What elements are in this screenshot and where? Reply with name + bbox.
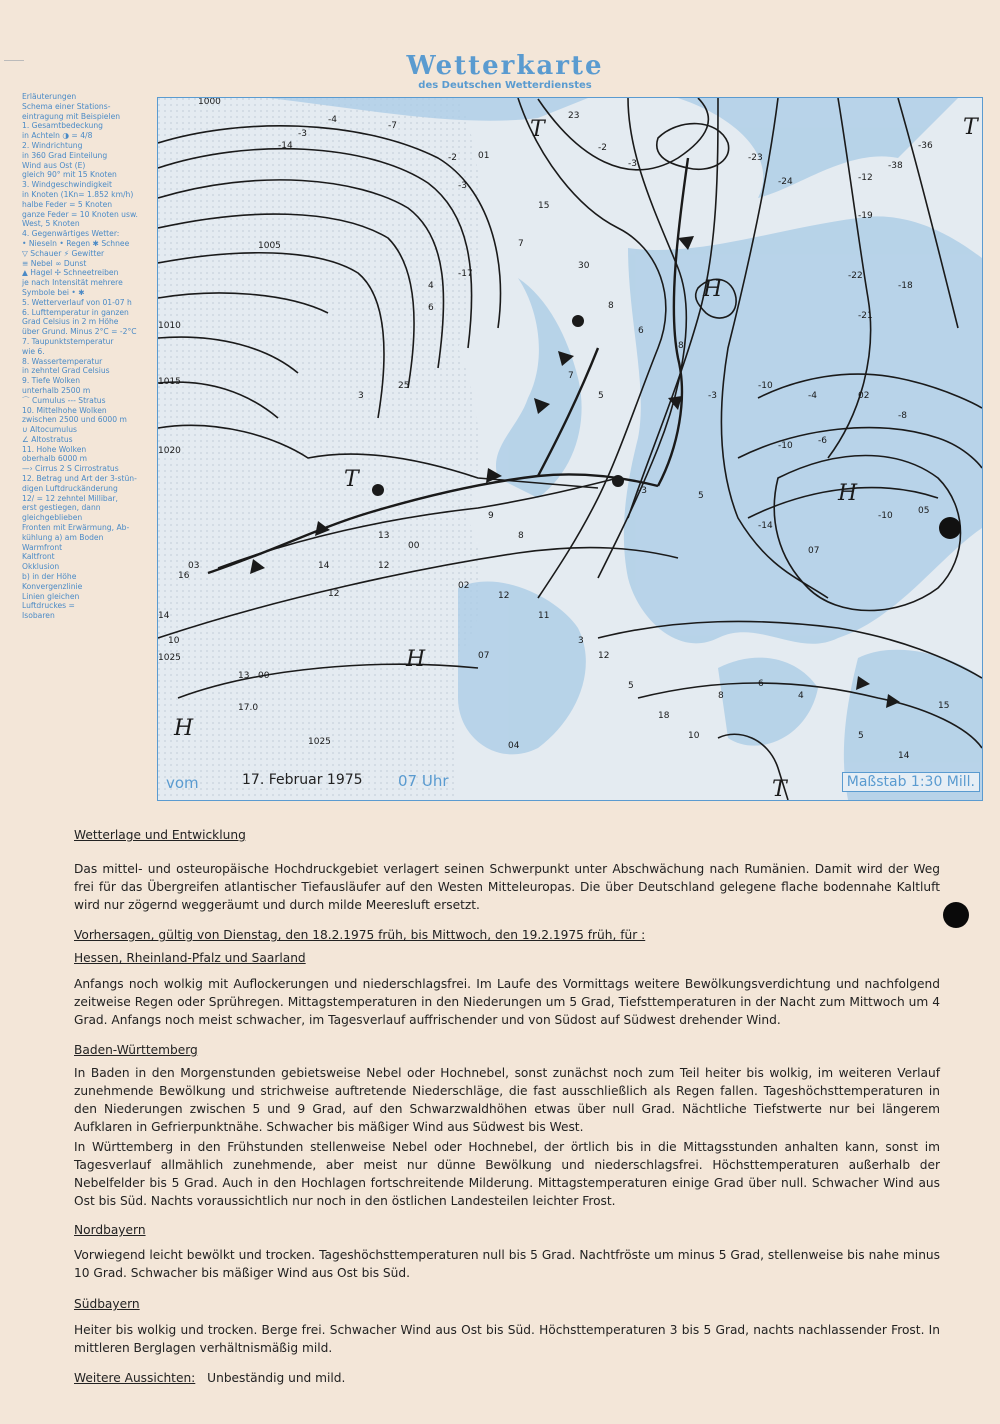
svg-text:-36: -36 <box>918 141 933 151</box>
low-label: T <box>963 115 978 140</box>
legend-line: 8. Wassertemperatur <box>22 356 103 366</box>
svg-text:15: 15 <box>538 201 550 211</box>
punch-hole <box>943 902 969 928</box>
legend-line: —› Cirrus 2 S Cirrostratus <box>22 464 119 474</box>
svg-text:-4: -4 <box>328 115 337 125</box>
svg-text:8: 8 <box>518 531 524 541</box>
svg-text:-4: -4 <box>808 391 817 401</box>
legend-line: 5. Wetterverlauf von 01-07 h <box>22 297 132 307</box>
svg-text:00: 00 <box>258 671 270 681</box>
legend-line: b) in der Höhe <box>22 572 77 582</box>
svg-text:1025: 1025 <box>308 737 331 747</box>
svg-text:12: 12 <box>498 591 510 601</box>
legend-line: halbe Feder = 5 Knoten <box>22 199 113 209</box>
low-label: T <box>530 117 545 142</box>
low-label: T <box>344 467 359 492</box>
wuerttemberg-text: In Württemberg in den Frühstunden stellenweise Nebel oder Hochnebel, der örtlich bis in die Mittagsstunden anhalten kann, sonst im Tagesverlauf allmählich zunehmende, aber meist nur dünne Bewölkung und niederschlagsfrei. Höchsttemperaturen außerhalb der Nebelfelder bis 5 Grad. Auch in den Hochlagen fortschreitende Milderung. Mittagstemperaturen einige Grad über null. Schwacher Wind aus Ost bis Süd. Nachts voraussichtlich nur noch in den östlichen Landesteilen leichter Frost. <box>74 1140 940 1208</box>
heading-nordbayern: Nordbayern <box>74 1223 146 1237</box>
svg-text:14: 14 <box>898 751 910 761</box>
svg-text:1010: 1010 <box>158 321 181 331</box>
legend-line: 11. Hohe Wolken <box>22 444 87 454</box>
legend-line: eintragung mit Beispielen <box>22 111 121 121</box>
svg-text:8: 8 <box>718 691 724 701</box>
legend-line: Luftdruckes = <box>22 601 75 611</box>
svg-text:10: 10 <box>688 731 700 741</box>
legend-line: wie 6. <box>22 346 45 356</box>
svg-text:12: 12 <box>328 589 340 599</box>
weather-situation-text: Das mittel- und osteuropäische Hochdruckgebiet verlagert seinen Schwerpunkt unter Abschwächung nach Rumänien. Damit wird der Weg frei für das Übergreifen atlantischer Tiefausläufer auf den Westen Mitteleuropas. Die über Deutschland gelegene flache bodennahe Kaltluft wird nur zögernd weggeräumt und durch milde Meeresluft ersetzt. <box>74 862 940 912</box>
svg-text:14: 14 <box>158 611 170 621</box>
nordbayern-text: Vorwiegend leicht bewölkt und trocken. Tageshöchsttemperaturen null bis 5 Grad. Nachtfröste um minus 5 Grad, stellenweise bis nahe minus 10 Grad. Schwacher bis mäßiger Wind aus Ost bis Süd. <box>74 1248 940 1280</box>
svg-text:1005: 1005 <box>258 241 281 251</box>
svg-text:10: 10 <box>168 636 180 646</box>
map-vom-label: vom <box>166 774 199 792</box>
svg-text:07: 07 <box>808 546 820 556</box>
svg-text:17.0: 17.0 <box>238 703 259 713</box>
legend-line: ganze Feder = 10 Knoten usw. <box>22 209 138 219</box>
svg-text:-10: -10 <box>778 441 793 451</box>
legend-line: über Grund. Minus 2°C = -2°C <box>22 327 137 337</box>
legend-line: ▽ Schauer ⚡ Gewitter <box>22 248 105 258</box>
svg-text:25: 25 <box>398 381 410 391</box>
svg-text:-14: -14 <box>758 521 773 531</box>
legend-line: in Knoten (1Kn= 1.852 km/h) <box>22 189 134 199</box>
high-label: H <box>174 716 194 741</box>
legend-line: ∠ Altostratus <box>22 434 73 444</box>
svg-text:12: 12 <box>598 651 610 661</box>
legend-line: 3. Windgeschwindigkeit <box>22 180 112 190</box>
legend-line: in Achteln ◑ = 4/8 <box>22 131 93 141</box>
svg-text:6: 6 <box>758 679 764 689</box>
legend-line: Isobaren <box>22 611 55 621</box>
svg-text:12: 12 <box>378 561 390 571</box>
svg-text:30: 30 <box>578 261 590 271</box>
legend-line: ⌒ Cumulus --- Stratus <box>22 395 106 405</box>
heading-hessen: Hessen, Rheinland-Pfalz und Saarland <box>74 951 306 965</box>
outlook-label: Weitere Aussichten: <box>74 1371 196 1385</box>
svg-text:5: 5 <box>698 491 704 501</box>
legend-line: Okklusion <box>22 562 60 572</box>
suedbayern-text: Heiter bis wolkig und trocken. Berge frei. Schwacher Wind aus Ost bis Süd. Höchsttemperaturen 3 bis 5 Grad, nachts nachlassender Frost. In mittleren Berglagen verhältnismäßig mild. <box>74 1323 940 1355</box>
legend-line: ∪ Altocumulus <box>22 425 77 435</box>
svg-text:3: 3 <box>578 636 584 646</box>
svg-text:1020: 1020 <box>158 446 181 456</box>
svg-text:-3: -3 <box>628 159 637 169</box>
svg-text:-23: -23 <box>748 153 763 163</box>
svg-text:03: 03 <box>188 561 200 571</box>
svg-text:9: 9 <box>488 511 494 521</box>
legend-line: in 360 Grad Einteilung <box>22 150 108 160</box>
svg-text:4: 4 <box>428 281 434 291</box>
legend-line: Grad Celsius in 2 m Höhe <box>22 317 119 327</box>
svg-text:-10: -10 <box>758 381 773 391</box>
map-graphic <box>158 98 982 800</box>
svg-text:-8: -8 <box>898 411 907 421</box>
svg-text:-19: -19 <box>858 211 873 221</box>
legend-line: 1. Gesamtbedeckung <box>22 121 103 131</box>
legend-line: unterhalb 2500 m <box>22 385 91 395</box>
svg-text:3: 3 <box>358 391 364 401</box>
svg-text:-3: -3 <box>638 486 647 496</box>
svg-text:02: 02 <box>858 391 870 401</box>
svg-text:02: 02 <box>458 581 470 591</box>
svg-text:14: 14 <box>318 561 330 571</box>
legend-line: Warmfront <box>22 542 63 552</box>
svg-text:07: 07 <box>478 651 490 661</box>
forecast-heading: Vorhersagen, gültig von Dienstag, den 18.2.1975 früh, bis Mittwoch, den 19.2.1975 früh, für : <box>74 928 646 942</box>
svg-text:18: 18 <box>658 711 670 721</box>
svg-text:1015: 1015 <box>158 377 181 387</box>
legend-line: ≡ Nebel ∞ Dunst <box>22 258 87 268</box>
svg-text:5: 5 <box>858 731 864 741</box>
low-label: T <box>772 777 787 800</box>
svg-text:1025: 1025 <box>158 653 181 663</box>
legend-panel <box>22 92 158 621</box>
legend-line: 9. Tiefe Wolken <box>22 376 81 386</box>
legend-line: digen Luftdruckänderung <box>22 483 118 493</box>
page-subtitle: des Deutschen Wetterdienstes <box>418 80 592 91</box>
legend-line: Schema einer Stations- <box>22 101 111 111</box>
legend-line: kühlung a) am Boden <box>22 532 104 542</box>
heading-baden-wuerttemberg: Baden-Württemberg <box>74 1043 198 1057</box>
svg-text:8: 8 <box>608 301 614 311</box>
legend-line: in zehntel Grad Celsius <box>22 366 110 376</box>
svg-text:7: 7 <box>568 371 574 381</box>
high-label: H <box>703 277 723 302</box>
map-scale: Maßstab 1:30 Mill. <box>842 772 980 792</box>
svg-text:15: 15 <box>938 701 950 711</box>
svg-text:13: 13 <box>238 671 250 681</box>
svg-text:00: 00 <box>408 541 420 551</box>
page-title: Wetterkarte <box>406 51 604 81</box>
map-time: 07 Uhr <box>398 772 449 790</box>
weather-map <box>157 97 983 801</box>
legend-line: Konvergenzlinie <box>22 581 83 591</box>
svg-text:8: 8 <box>678 341 684 351</box>
legend-line: gleich 90° mit 15 Knoten <box>22 170 117 180</box>
legend-line: 6. Lufttemperatur in ganzen <box>22 307 129 317</box>
legend-line: Symbole bei • ✱ <box>22 287 85 297</box>
legend-line: 4. Gegenwärtiges Wetter: <box>22 229 120 239</box>
svg-text:01: 01 <box>478 151 490 161</box>
svg-text:-3: -3 <box>298 129 307 139</box>
svg-text:5: 5 <box>598 391 604 401</box>
svg-text:-21: -21 <box>858 311 873 321</box>
svg-text:6: 6 <box>428 303 434 313</box>
svg-text:-6: -6 <box>818 436 827 446</box>
legend-line: Wind aus Ost (E) <box>22 160 86 170</box>
svg-text:-2: -2 <box>598 143 607 153</box>
svg-text:-12: -12 <box>858 173 873 183</box>
legend-line: Fronten mit Erwärmung, Ab- <box>22 523 130 533</box>
legend-line: 12/ = 12 zehntel Millibar, <box>22 493 118 503</box>
svg-text:-10: -10 <box>878 511 893 521</box>
svg-text:-18: -18 <box>898 281 913 291</box>
legend-line: gleichgeblieben <box>22 513 83 523</box>
legend-line: 10. Mittelhohe Wolken <box>22 405 107 415</box>
svg-text:-38: -38 <box>888 161 903 171</box>
outlook-line <box>74 1369 940 1387</box>
svg-text:23: 23 <box>568 111 580 121</box>
high-label: H <box>406 647 426 672</box>
svg-text:7: 7 <box>518 239 524 249</box>
map-footer <box>158 766 982 800</box>
legend-line: Linien gleichen <box>22 591 80 601</box>
svg-text:04: 04 <box>508 741 520 751</box>
svg-text:1000: 1000 <box>198 98 221 107</box>
legend-line: • Nieseln • Regen ✱ Schnee <box>22 238 130 248</box>
svg-text:6: 6 <box>638 326 644 336</box>
legend-line: Erläuterungen <box>22 92 77 101</box>
legend-line: ▲ Hagel ✢ Schneetreiben <box>22 268 119 278</box>
svg-text:11: 11 <box>538 611 550 621</box>
legend-line: West, 5 Knoten <box>22 219 80 229</box>
legend-line: erst gestiegen, dann <box>22 503 101 513</box>
legend-line: 2. Windrichtung <box>22 140 83 150</box>
map-date: 17. Februar 1975 <box>242 772 363 788</box>
high-label: H <box>838 481 858 506</box>
svg-text:-24: -24 <box>778 177 793 187</box>
outlook-text: Unbeständig und mild. <box>207 1371 346 1385</box>
edge-mark <box>4 60 24 61</box>
svg-text:-22: -22 <box>848 271 863 281</box>
svg-text:-14: -14 <box>278 141 293 151</box>
svg-text:-17: -17 <box>458 269 473 279</box>
heading-suedbayern: Südbayern <box>74 1297 140 1311</box>
heading-weather-situation: Wetterlage und Entwicklung <box>74 828 246 842</box>
title-block <box>380 52 630 92</box>
baden-text: In Baden in den Morgenstunden gebietsweise Nebel oder Hochnebel, sonst zunächst noch zum Teil heiter bis wolkig, im weiteren Verlauf zunehmende Bewölkung und strichweise auftretende Niederschläge, die fast ausschließlich als Regen fallen. Tageshöchsttemperaturen in den Niederungen zwischen 5 und 9 Grad, auf den Schwarzwaldhöhen etwas über null Grad. Nächtliche Tiefstwerte nur bei längerem Aufklaren in Gefrierpunktnähe. Schwacher bis mäßiger Wind aus Südwest bis West. <box>74 1066 940 1134</box>
svg-text:4: 4 <box>798 691 804 701</box>
legend-line: Kaltfront <box>22 552 55 562</box>
svg-text:-3: -3 <box>708 391 717 401</box>
legend-line: 7. Taupunktstemperatur <box>22 336 114 346</box>
hessen-text: Anfangs noch wolkig mit Auflockerungen und niederschlagsfrei. Im Laufe des Vormittags weitere Bewölkungsverdichtung und nachfolgend zeitweise Regen oder Sprühregen. Mittagstemperaturen in den Niederungen um 5 Grad, Tiefsttemperaturen in der Nacht zum Mittwoch um 4 Grad. Anfangs noch meist schwacher, im Tagesverlauf auffrischender und von Südost auf Südwest drehender Wind. <box>74 977 940 1027</box>
legend-line: zwischen 2500 und 6000 m <box>22 415 127 425</box>
legend-line: 12. Betrag und Art der 3-stün- <box>22 474 137 484</box>
svg-text:16: 16 <box>178 571 190 581</box>
svg-text:-2: -2 <box>448 153 457 163</box>
svg-text:-7: -7 <box>388 121 397 131</box>
svg-text:13: 13 <box>378 531 390 541</box>
svg-text:05: 05 <box>918 506 930 516</box>
legend-line: je nach Intensität mehrere <box>22 278 123 288</box>
svg-text:5: 5 <box>628 681 634 691</box>
svg-text:-3: -3 <box>458 181 467 191</box>
legend-line: oberhalb 6000 m <box>22 454 88 464</box>
